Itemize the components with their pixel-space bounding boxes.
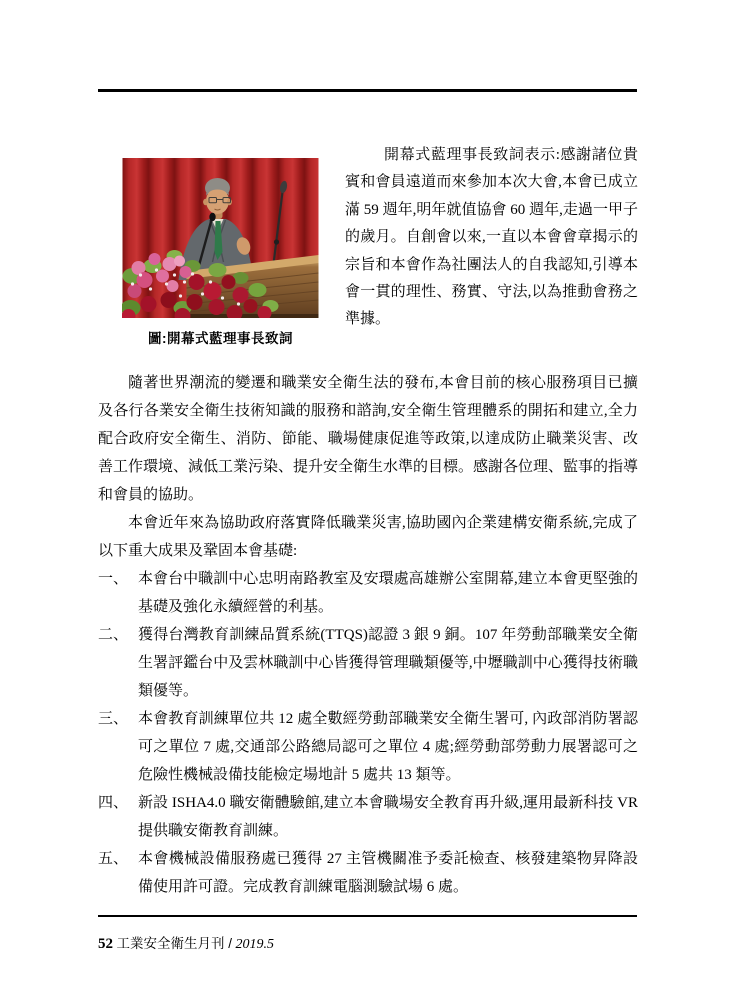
speech-paragraph: 開幕式藍理事長致詞表示:感謝諸位貴賓和會員遠道而來參加本次大會,本會已成立滿 59 週年,明年就值協會 60 週年,走過一甲子的歲月。自創會以來,一直以本會會章揭示的宗旨和本會作為社團法人的自我認知,引導本會一貫的理性、務實、守法,以為推動會務之準據。 bbox=[345, 147, 638, 328]
list-marker-1: 一、 bbox=[98, 571, 129, 587]
issue-date: 2019.5 bbox=[235, 937, 275, 952]
journal-title: 工業安全衛生月刊 / bbox=[116, 936, 233, 951]
list-marker-5: 五、 bbox=[98, 851, 129, 867]
page-footer bbox=[98, 932, 637, 953]
footer-divider bbox=[98, 915, 637, 917]
achievement-list bbox=[98, 565, 638, 901]
list-item-5 bbox=[98, 845, 638, 901]
list-item-3 bbox=[98, 705, 638, 789]
body-paragraph-1: 隨著世界潮流的變遷和職業安全衛生法的發布,本會目前的核心服務項目已擴及各行各業安全衛生技術知識的服務和諮詢,安全衛生管理體系的開拓和建立,全力配合政府安全衛生、消防、節能、職場健康促進等政策,以達成防止職業災害、改善工作環境、減低工業污染、提升安全衛生水準的目標。感謝各位理、監事的指導和會員的協助。 bbox=[98, 375, 639, 503]
top-divider bbox=[98, 89, 637, 92]
photo-caption: 圖:開幕式藍理事長致詞 bbox=[148, 331, 293, 346]
list-item-1 bbox=[98, 565, 638, 621]
body-paragraph-2: 本會近年來為協助政府落實降低職業災害,協助國內企業建構安衛系統,完成了以下重大成果及鞏固本會基礎: bbox=[98, 515, 638, 559]
article-body bbox=[98, 369, 638, 901]
photo-and-speech-row bbox=[98, 140, 638, 347]
list-text-1: 本會台中職訓中心忠明南路教室及安環處高雄辦公室開幕,建立本會更堅強的基礎及強化永續經營的利基。 bbox=[138, 571, 638, 615]
list-marker-4: 四、 bbox=[98, 795, 129, 811]
figure-block bbox=[122, 140, 319, 347]
page-number: 52 bbox=[98, 936, 113, 952]
list-text-4: 新設 ISHA4.0 職安衛體驗館,建立本會職場安全教育再升級,運用最新科技 VR 提供職安衛教育訓練。 bbox=[138, 795, 638, 839]
list-text-5: 本會機械設備服務處已獲得 27 主管機關准予委託檢查、核發建築物昇降設備使用許可證。完成教育訓練電腦測驗試場 6 處。 bbox=[138, 851, 638, 895]
list-text-2: 獲得台灣教育訓練品質系統(TTQS)認證 3 銀 9 銅。107 年勞動部職業安全衛生署評鑑台中及雲林職訓中心皆獲得管理職類優等,中壢職訓中心獲得技術職類優等。 bbox=[138, 627, 638, 699]
page-content bbox=[98, 140, 638, 901]
list-item-2 bbox=[98, 621, 638, 705]
ceremony-photo bbox=[122, 158, 319, 318]
list-item-4 bbox=[98, 789, 638, 845]
list-text-3: 本會教育訓練單位共 12 處全數經勞動部職業安全衛生署可, 內政部消防署認可之單位 7 處,交通部公路總局認可之單位 4 處;經勞動部勞動力展署認可之危險性機械設備技能檢定場地計 5 處共 13 類等。 bbox=[138, 711, 638, 783]
list-marker-3: 三、 bbox=[98, 711, 129, 727]
list-marker-2: 二、 bbox=[98, 627, 129, 643]
